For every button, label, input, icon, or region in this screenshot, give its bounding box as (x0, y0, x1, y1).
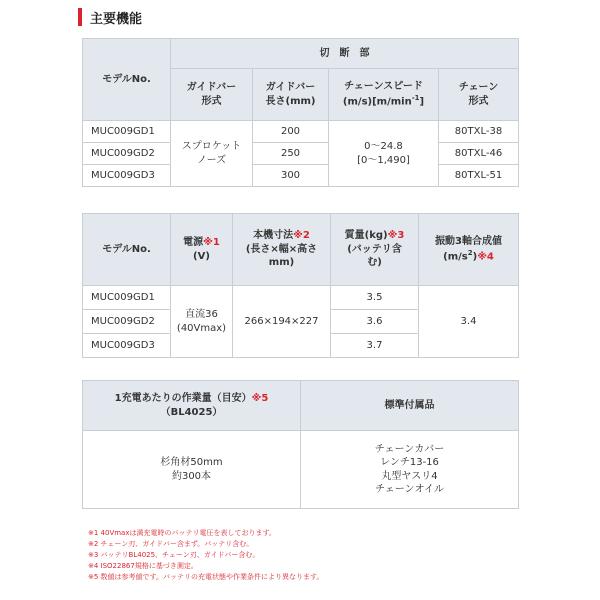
list-item: チェーンカバー (374, 443, 445, 455)
chain-type-cell: 80TXL-51 (439, 165, 519, 187)
footnotes (88, 528, 528, 583)
table-row (83, 286, 519, 310)
model-cell: MUC009GD2 (83, 310, 171, 334)
chain-speed-cell: 0～24.8 [0～1,490] (329, 121, 439, 187)
model-header: モデルNo. (83, 39, 171, 121)
cutting-spec-table (82, 38, 519, 187)
list-item: レンチ13-16 (380, 457, 439, 468)
bar-length-cell: 300 (253, 165, 329, 187)
cutting-group-header: 切 断 部 (171, 39, 519, 69)
model-cell: MUC009GD3 (83, 165, 171, 187)
chain-type-header: チェーン 形式 (439, 69, 519, 121)
footnote: ※4 ISO22867規格に基づき測定。 (88, 562, 198, 570)
table-row (83, 143, 519, 165)
vibration-cell: 3.4 (419, 286, 519, 358)
bar-type-header: ガイドバー 形式 (171, 69, 253, 121)
footnote: ※1 40Vmaxは満充電時のバッテリ電圧を表しております。 (88, 529, 276, 537)
bar-length-header: ガイドバー 長さ(mm) (253, 69, 329, 121)
vibration-header: 振動3軸合成値 $(m/s^2)※4$ (419, 214, 519, 286)
model-cell: MUC009GD1 (83, 286, 171, 310)
power-header: 電源※1 (V) (171, 214, 233, 286)
title-accent-bar (78, 8, 82, 26)
power-cell: 直流36 (40Vmax) (171, 286, 233, 358)
footnote: ※3 バッテリBL4025、チェーン刃、ガイドバー含む。 (88, 551, 260, 559)
dimensions-header: 本機寸法※2 (長さ×幅×高さ mm) (233, 214, 331, 286)
list-item: チェーンオイル (375, 484, 444, 495)
body-spec-table (82, 213, 519, 358)
standard-accessories-header: 標準付属品 (301, 381, 519, 431)
accessory-table (82, 380, 519, 509)
table-row (83, 165, 519, 187)
model-cell: MUC009GD2 (83, 143, 171, 165)
mass-cell: 3.7 (331, 334, 419, 358)
standard-accessories-cell (301, 431, 519, 509)
chain-speed-header: チェーンスピード $(m/s)[m/\min^{-1}]$ (329, 69, 439, 121)
model-cell: MUC009GD3 (83, 334, 171, 358)
footnote: ※5 数値は参考値です。バッテリの充電状態や作業条件により異なります。 (88, 573, 324, 581)
table-row (83, 121, 519, 143)
section-header (78, 8, 142, 26)
dimensions-cell: 266×194×227 (233, 286, 331, 358)
bar-length-cell: 250 (253, 143, 329, 165)
work-amount-header: 1充電あたりの作業量（目安）※5 （BL4025） (83, 381, 301, 431)
bar-type-cell: スプロケット ノーズ (171, 121, 253, 187)
chain-type-cell: 80TXL-46 (439, 143, 519, 165)
section-title: 主要機能 (90, 11, 143, 27)
model-header: モデルNo. (83, 214, 171, 286)
chain-type-cell: 80TXL-38 (439, 121, 519, 143)
work-amount-cell: 杉角材50mm 約300本 (83, 431, 301, 509)
bar-length-cell: 200 (253, 121, 329, 143)
mass-cell: 3.6 (331, 310, 419, 334)
model-cell: MUC009GD1 (83, 121, 171, 143)
footnote: ※2 チェーン刃、ガイドバー含まず。バッテリ含む。 (88, 540, 254, 548)
mass-cell: 3.5 (331, 286, 419, 310)
list-item: 丸型ヤスリ4 (381, 470, 438, 482)
mass-header: 質量(kg)※3 (バッテリ含 む) (331, 214, 419, 286)
